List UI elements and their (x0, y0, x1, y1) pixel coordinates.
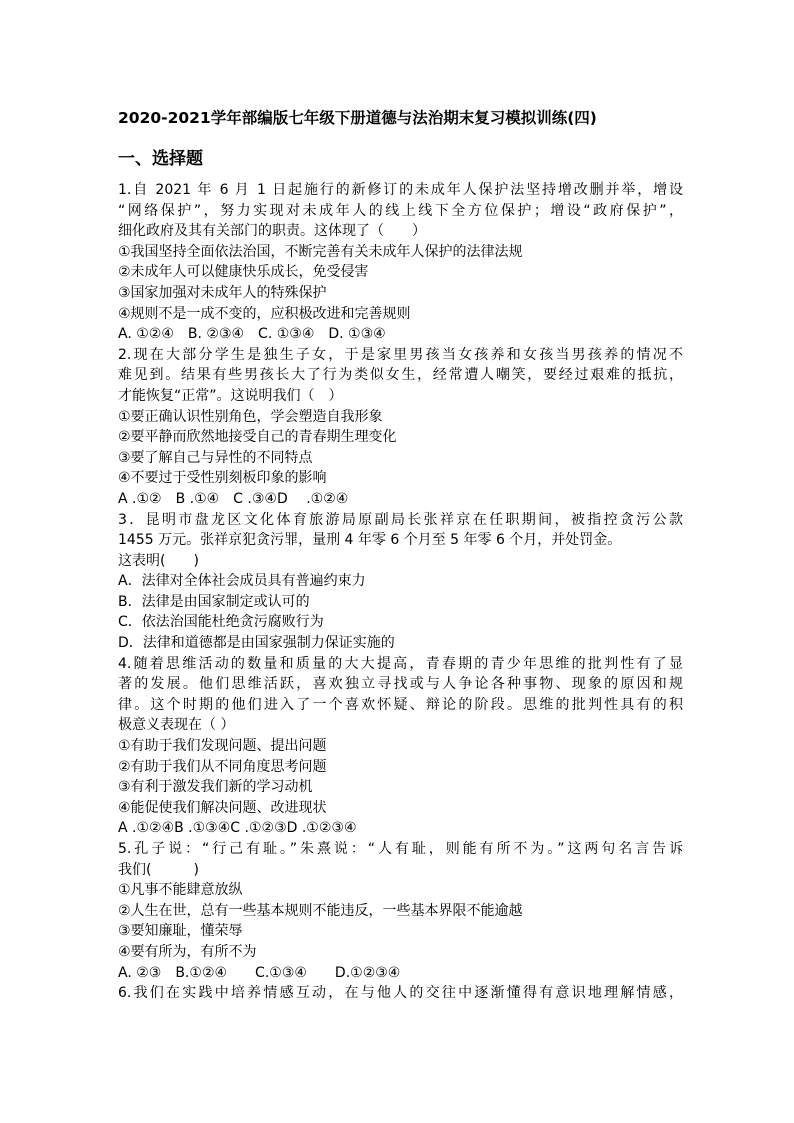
text-line: 1455 万元。张祥京犯贪污罪，量刑 4 年零 6 个月至 5 年零 6 个月，并处罚金。 (118, 532, 622, 549)
text-line: 4.随着思维活动的数量和质量的大大提高，青春期的青少年思维的批判性有了显 (118, 655, 683, 672)
text-line: 著的发展。他们思维活跃，喜欢独立寻找或与人争论各种事物、现象的原因和规 (118, 676, 683, 693)
text-line: 2.现在大部分学生是独生子女，于是家里男孩当女孩养和女孩当男孩养的情况不 (118, 346, 683, 363)
text-line: 律。这个时期的他们进入了一个喜欢怀疑、辩论的阶段。思维的批判性具有的积 (118, 696, 683, 713)
text-line: 才能恢复“正常”。这说明我们（ ） (118, 387, 343, 404)
text-line: “网络保护”，努力实现对未成年人的线上线下全方位保护；增设“政府保护”， (118, 202, 683, 219)
text-line: 细化政府及其有关部门的职责。这体现了（ ） (118, 223, 426, 240)
text-line: 1.自 2021 年 6 月 1 日起施行的新修订的未成年人保护法坚持增改删并举，增设 (118, 182, 683, 198)
text-line: ①有助于我们发现问题、提出问题 (118, 738, 327, 755)
text-line: 3．昆明市盘龙区文化体育旅游局原副局长张祥京在任职期间，被指控贪污公款 (118, 511, 683, 528)
text-line: A．法律对全体社会成员具有普遍约束力 (118, 573, 366, 590)
question-body (118, 180, 683, 1004)
text-line: ③要了解自己与异性的不同特点 (118, 449, 313, 466)
text-line: ②有助于我们从不同角度思考问题 (118, 758, 327, 775)
text-line: ④不要过于受性别刻板印象的影响 (118, 470, 327, 487)
text-line: 难见到。结果有些男孩长大了行为类似女生，经常遭人嘲笑，要经过艰难的抵抗， (118, 367, 683, 384)
text-line: ①凡事不能肆意放纵 (118, 882, 243, 899)
text-line: ④规则不是一成不变的，应积极改进和完善规则 (118, 305, 411, 322)
text-line: A .①② B .①④ C .③④D .①②④ (118, 490, 349, 507)
text-line: 5.孔子说：“行己有耻。”朱熹说：“人有耻，则能有所不为。”这两句名言告诉 (118, 841, 683, 857)
section-heading: 一、选择题 (118, 149, 203, 169)
text-line: ①我国坚持全面依法治国，不断完善有关未成年人保护的法律法规 (118, 243, 523, 260)
text-line: D．法律和道德都是由国家强制力保证实施的 (118, 635, 395, 652)
document-title: 2020-2021学年部编版七年级下册道德与法治期末复习模拟训练(四) (118, 109, 597, 127)
text-line: C．依法治国能杜绝贪污腐败行为 (118, 614, 324, 631)
text-line: ③国家加强对未成年人的特殊保护 (118, 284, 327, 301)
text-line: ①要正确认识性别角色，学会塑造自我形象 (118, 408, 383, 425)
text-line: ③要知廉耻，懂荣辱 (118, 923, 243, 940)
text-line: A. ②③ B.①②④ C.①③④ D.①②③④ (118, 964, 401, 981)
text-line: A .①②④B .①③④C .①②③D .①②③④ (118, 820, 357, 837)
text-line: B．法律是由国家制定或认可的 (118, 593, 310, 610)
text-line: ②人生在世，总有一些基本规则不能违反，一些基本界限不能逾越 (118, 902, 523, 919)
text-line: A. ①②④ B. ②③④ C. ①③④ D. ①③④ (118, 326, 386, 343)
text-line: 6.我们在实践中培养情感互动，在与他人的交往中逐渐懂得有意识地理解情感， (118, 985, 683, 1002)
text-line: ④要有所为，有所不为 (118, 943, 257, 960)
text-line: ②要平静而欣然地接受自己的青春期生理变化 (118, 429, 397, 446)
text-line: ④能促使我们解决问题、改进现状 (118, 799, 327, 816)
text-line: 这表明( ) (118, 552, 199, 569)
text-line: ②未成年人可以健康快乐成长，免受侵害 (118, 264, 369, 281)
text-line: 极意义表现在（ ） (118, 717, 235, 734)
text-line: 我们( ) (118, 861, 199, 878)
text-line: ③有利于激发我们新的学习动机 (118, 779, 313, 796)
